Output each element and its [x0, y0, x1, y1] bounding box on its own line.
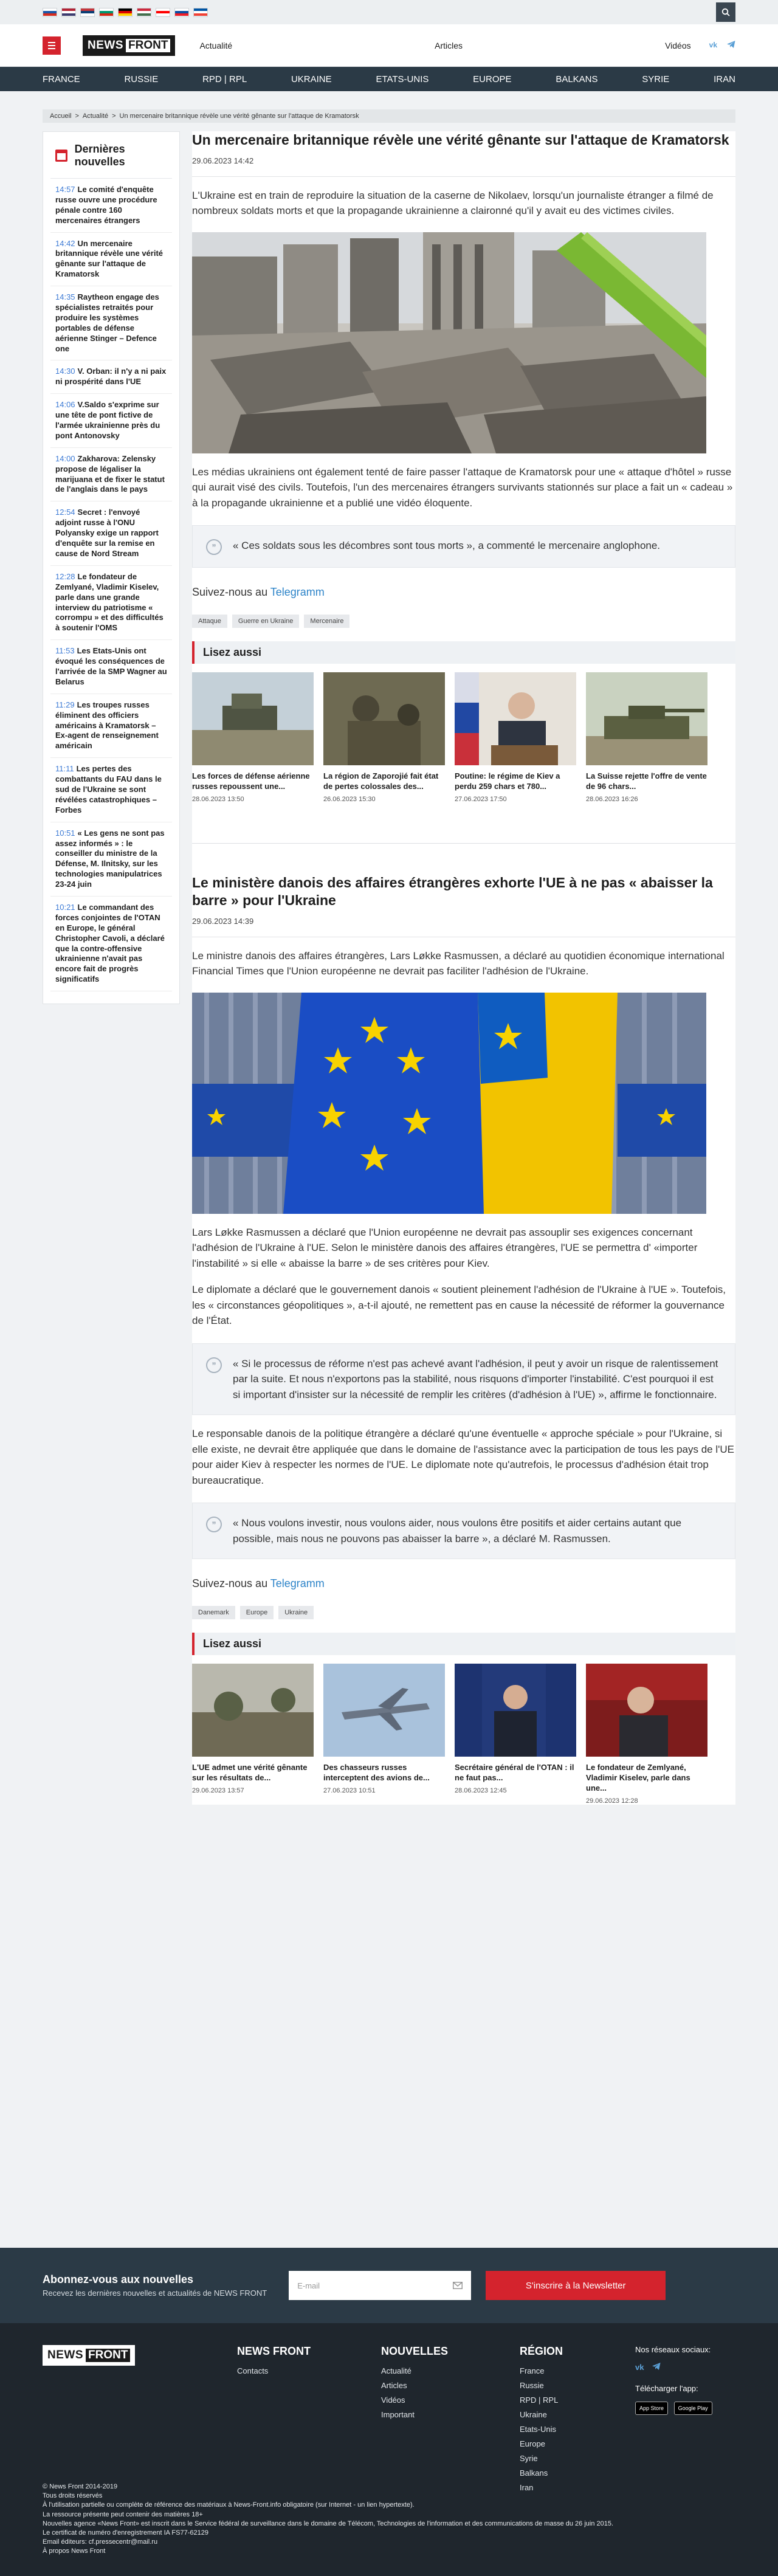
latest-news-sidebar	[43, 131, 180, 1004]
region-nav-item[interactable]: SYRIE	[642, 74, 670, 84]
article-title: Le ministère danois des affaires étrangères exhorte l'UE à ne pas « abaisser la barre » pour l'Ukraine	[192, 875, 713, 908]
news-time: 12:54	[55, 508, 75, 517]
tag[interactable]: Guerre en Ukraine	[232, 615, 300, 628]
breadcrumb-home[interactable]: Accueil	[50, 112, 72, 120]
sidebar-news-item[interactable]	[50, 694, 172, 758]
news-time: 11:53	[55, 646, 75, 656]
related-card-date: 27.06.2023 17:50	[455, 796, 507, 804]
vk-icon[interactable]: vk	[709, 41, 717, 49]
quote-icon: ”	[206, 1357, 222, 1373]
related-card-date: 28.06.2023 16:26	[586, 796, 638, 804]
related-card-image	[192, 672, 314, 765]
news-headline: « Les gens ne sont pas assez informés » : le conseiller du ministre de la Défense, M. Ilnitsky, sur les technologies manipulatrices 23-24 juin	[55, 828, 165, 889]
article-quote	[192, 1503, 735, 1559]
newsletter-section	[0, 2248, 778, 2323]
search-icon	[721, 8, 730, 16]
news-time: 14:00	[55, 453, 75, 463]
sidebar-news-item[interactable]	[50, 501, 172, 565]
footer-link[interactable]: RPD | RPL	[520, 2395, 559, 2405]
header-social	[709, 41, 735, 50]
vk-icon[interactable]: vk	[635, 2363, 644, 2372]
legal-line: À l'utilisation partielle ou complète de référence des matériaux à News-Front.info obligatoire (sur Internet - un lien hypertexte).	[43, 2501, 415, 2509]
article-intro: L'Ukraine est en train de reproduire la situation de la caserne de Nikolaev, lorsqu'un journaliste étranger a filmé de nombreux soldats morts et que la propagande ukrainienne a claironné qu'il y avait eu des victimes civiles.	[192, 189, 714, 217]
related-card-title: Le fondateur de Zemlyané, Vladimir Kiselev, parle dans une...	[586, 1763, 690, 1793]
related-card-image	[586, 672, 707, 765]
language-bar	[0, 0, 778, 24]
nav-articles[interactable]: Articles	[435, 40, 463, 50]
footer-col-region	[520, 2345, 635, 2498]
follow-prefix: Suivez-nous au	[192, 1577, 268, 1590]
related-card-date: 28.06.2023 12:45	[455, 1786, 507, 1794]
article-paragraph: Le diplomate a déclaré que le gouvernement danois « soutient pleinement l'adhésion de l'Ukraine à l'UE ». Toutefois, les « circonstances géopolitiques », a-t-il ajouté, ne remettent pas en cause la nécessité de réformer la gouvernance de l'État.	[192, 1284, 726, 1327]
breadcrumb-separator: >	[75, 112, 79, 120]
footer-link[interactable]: Articles	[381, 2381, 407, 2390]
legal-line[interactable]: À propos News Front	[43, 2547, 106, 2555]
news-headline: Secret : l'envoyé adjoint russe à l'ONU Polyansky exige un rapport d'enquête sur la remise en cause de Nord Stream	[55, 508, 159, 558]
newsletter-subtitle: Recevez les dernières nouvelles et actualités de NEWS FRONT	[43, 2288, 267, 2298]
related-card-date: 28.06.2023 13:50	[192, 796, 244, 804]
related-card[interactable]	[323, 1664, 445, 1805]
news-headline: Les pertes des combattants du FAU dans le sud de l'Ukraine se sont révélées catastrophiques – Forbes	[55, 764, 162, 814]
app-store-badge[interactable]: App Store	[635, 2402, 668, 2415]
news-time: 14:06	[55, 400, 75, 410]
tag[interactable]: Europe	[240, 1606, 274, 1619]
footer-link[interactable]: Syrie	[520, 2454, 538, 2463]
region-nav-item[interactable]: ETATS-UNIS	[376, 74, 429, 84]
news-time: 10:51	[55, 828, 75, 838]
telegram-icon[interactable]	[652, 2363, 661, 2372]
hungary-flag[interactable]	[137, 8, 151, 17]
nav-actualite[interactable]: Actualité	[199, 40, 233, 50]
article-quote	[192, 525, 735, 568]
legal-line: © News Front 2014-2019	[43, 2483, 118, 2490]
footer-col-newsfront	[237, 2345, 381, 2498]
article-tags	[192, 615, 735, 628]
related-card-title: Des chasseurs russes interceptent des avions de...	[323, 1763, 430, 1782]
news-headline: Le comité d'enquête russe ouvre une procédure pénale contre 160 mercenaires étrangers	[55, 185, 157, 225]
newsletter-text	[43, 2273, 267, 2298]
bulgaria-flag[interactable]	[99, 8, 114, 17]
follow-us	[192, 586, 735, 599]
sidebar-news-item[interactable]	[50, 233, 172, 287]
news-time: 12:28	[55, 571, 75, 581]
tag[interactable]: Ukraine	[278, 1606, 314, 1619]
related-card[interactable]	[192, 1664, 314, 1805]
news-headline: Le fondateur de Zemlyané, Vladimir Kiselev, parle dans une grande interview du patriotisme « corrompu » et des difficultés à soutenir l'OMS	[55, 571, 164, 633]
article-date: 29.06.2023 14:39	[192, 917, 735, 937]
tag[interactable]: Attaque	[192, 615, 227, 628]
breadcrumb-current: Un mercenaire britannique révèle une vérité gênante sur l'attaque de Kramatorsk	[119, 112, 359, 120]
news-time: 14:30	[55, 367, 75, 376]
related-card-image	[192, 1664, 314, 1757]
sidebar-header	[50, 138, 172, 179]
related-card[interactable]	[455, 672, 576, 803]
article-tags	[192, 1606, 735, 1619]
legal-line: Le certificat de numéro d'enregistrement IA FS77-62129	[43, 2529, 208, 2536]
footer-link[interactable]: Iran	[520, 2483, 534, 2492]
usa-flag[interactable]	[61, 8, 76, 17]
related-card[interactable]	[586, 672, 707, 803]
news-headline: V. Orban: il n'y a ni paix ni prospérité dans l'UE	[55, 367, 167, 387]
news-headline: V.Saldo s'exprime sur une tête de pont fictive de l'armée ukrainienne près du pont Antonovsky	[55, 400, 160, 440]
header-nav	[199, 41, 690, 50]
telegram-link[interactable]: Telegramm	[270, 586, 325, 599]
related-cards	[192, 672, 735, 803]
tag[interactable]: Mercenaire	[304, 615, 349, 628]
related-card-title: Poutine: le régime de Kiev a perdu 259 chars et 780...	[455, 771, 560, 791]
quote-text: « Si le processus de réforme n'est pas achevé avant l'adhésion, il peut y avoir un risque de ralentissement par la suite. Et nous n'exportons pas la stabilité, nous risquons d'importer l'instabilité. C'est pourquoi il est si important d'insister sur la nécessité de remplir les critères (d'adhésion à l'UE) », affirme le fonctionnaire.	[233, 1357, 718, 1400]
related-heading: Lisez aussi	[192, 641, 735, 664]
related-card-title: La région de Zaporojié fait état de pertes colossales des...	[323, 771, 439, 791]
news-time: 11:29	[55, 700, 75, 709]
sidebar-news-item[interactable]	[50, 758, 172, 822]
news-time: 10:21	[55, 902, 75, 912]
footer-link[interactable]: France	[520, 2366, 545, 2375]
footer-link[interactable]: Important	[381, 2410, 415, 2419]
article-paragraph: Lars Løkke Rasmussen a déclaré que l'Union européenne ne devrait pas assouplir ses exigences concernant l'adhésion de l'Ukraine à l'UE. Selon le ministère danois des affaires étrangères, l'UE se permettra d' «importer l'instabilité » si elle « abaisse la barre » de ses critères pour Kiev.	[192, 1226, 698, 1269]
footer-logo-block	[43, 2345, 237, 2498]
logo-text-news: NEWS	[47, 2349, 83, 2361]
nav-videos[interactable]: Vidéos	[665, 40, 691, 50]
footer-col-title: NEWS FRONT	[237, 2345, 311, 2357]
sidebar-news-list	[50, 179, 172, 991]
newsletter-email-input[interactable]	[289, 2271, 471, 2300]
footer-link[interactable]: Russie	[520, 2381, 544, 2390]
article-paragraph: Le responsable danois de la politique étrangère a déclaré qu'une éventuelle « approche spéciale » pour l'Ukraine, si elle existe, ne devrait être appliquée que dans le domaine de l'assistance avec la participation de tous les pays de l'UE pour aider Kiev à respecter les normes de l'UE. Le diplomate note qu'autrefois, le processus d'adhésion était trop bureaucratique.	[192, 1428, 734, 1486]
footer-legal	[43, 2482, 613, 2556]
breadcrumb	[43, 109, 735, 123]
related-card-image	[455, 672, 576, 765]
email-placeholder: E-mail	[297, 2281, 320, 2290]
newsletter-subscribe-button[interactable]: S'inscrire à la Newsletter	[486, 2271, 666, 2300]
related-card[interactable]	[192, 672, 314, 803]
news-headline: Le commandant des forces conjointes de l'OTAN en Europe, le général Christopher Cavoli, a déclaré que la contre-offensive ukrainienne n'avait pas encore fait de progrès significatifs	[55, 902, 165, 984]
quote-icon: ”	[206, 1517, 222, 1532]
related-card-image	[455, 1664, 576, 1757]
footer-col-nouvelles	[381, 2345, 520, 2498]
footer-link[interactable]: Ukraine	[520, 2410, 547, 2419]
related-card[interactable]	[323, 672, 445, 803]
footer-app-title: Télécharger l'app:	[635, 2384, 698, 2393]
footer-link[interactable]: Etats-Unis	[520, 2425, 556, 2434]
news-time: 11:11	[55, 764, 74, 774]
telegram-icon[interactable]	[727, 41, 735, 50]
news-headline: Raytheon engage des spécialistes retraités pour produire les systèmes portables de défense aérienne Stinger – Defence one	[55, 292, 159, 353]
site-footer	[0, 2323, 778, 2576]
logo-text-news: NEWS	[88, 38, 123, 52]
germany-flag[interactable]	[118, 8, 133, 17]
site-header	[0, 24, 778, 67]
calendar-icon	[55, 150, 67, 162]
region-nav-item[interactable]: FRANCE	[43, 74, 80, 84]
footer-social-title: Nos réseaux sociaux:	[635, 2345, 711, 2354]
quote-icon: ”	[206, 539, 222, 555]
sidebar-news-item[interactable]	[50, 394, 172, 448]
region-nav	[0, 67, 778, 91]
news-time: 14:42	[55, 238, 75, 248]
sidebar-news-item[interactable]	[50, 360, 172, 394]
sidebar-news-item[interactable]	[50, 566, 172, 640]
news-headline: Zakharova: Zelensky propose de légaliser la marijuana et de fixer le statut de l'anglais dans le pays	[55, 453, 165, 494]
article-paragraph: Les médias ukrainiens ont également tenté de faire passer l'attaque de Kramatorsk pour une « attaque d'hôtel » russe qui aurait visé des civils. Toutefois, l'un des mercenaires étrangers survivants stationnés sur place a fait un « cadeau » à la propagande ukrainienne et a publié une vidéo éloquente.	[192, 466, 733, 509]
language-flags	[43, 8, 208, 17]
related-card-image	[323, 1664, 445, 1757]
footer-link[interactable]: Actualité	[381, 2366, 411, 2375]
sidebar-news-item[interactable]	[50, 286, 172, 360]
follow-us	[192, 1577, 735, 1590]
related-cards	[192, 1664, 735, 1805]
france-flag[interactable]	[193, 8, 208, 17]
region-nav-item[interactable]: UKRAINE	[291, 74, 332, 84]
news-time: 14:35	[55, 292, 75, 302]
follow-prefix: Suivez-nous au	[192, 586, 268, 599]
logo-text-front: FRONT	[126, 39, 170, 52]
article-hero-image	[192, 993, 706, 1214]
footer-logo[interactable]	[43, 2345, 135, 2366]
news-time: 14:57	[55, 185, 75, 194]
footer-col-title: RÉGION	[520, 2345, 563, 2357]
telegram-link[interactable]: Telegramm	[270, 1577, 325, 1590]
region-nav-item[interactable]: IRAN	[714, 74, 735, 84]
quote-text: « Nous voulons investir, nous voulons aider, nous voulons être positifs et aider certains autant que possible, mais nous ne pouvons pas abaisser la barre », a déclaré M. Rasmussen.	[233, 1517, 682, 1545]
related-card-title: Secrétaire général de l'OTAN : il ne faut pas...	[455, 1763, 574, 1782]
slovakia-flag[interactable]	[174, 8, 189, 17]
legal-line: Email éditeurs: cf.pressecentr@mail.ru	[43, 2538, 158, 2546]
related-card-date: 26.06.2023 15:30	[323, 796, 376, 804]
newsletter-title: Abonnez-vous aux nouvelles	[43, 2273, 194, 2285]
related-card-title: La Suisse rejette l'offre de vente de 96 chars...	[586, 771, 707, 791]
footer-link[interactable]: Vidéos	[381, 2395, 405, 2405]
article-title: Un mercenaire britannique révèle une vérité gênante sur l'attaque de Kramatorsk	[192, 132, 729, 148]
serbia-flag[interactable]	[80, 8, 95, 17]
legal-line: La ressource présente peut contenir des matières 18+	[43, 2510, 203, 2518]
related-card-date: 29.06.2023 12:28	[586, 1797, 638, 1805]
georgia-flag[interactable]	[156, 8, 170, 17]
article-date: 29.06.2023 14:42	[192, 156, 735, 177]
legal-line: Tous droits réservés	[43, 2492, 103, 2500]
news-headline: Les Etats-Unis ont évoqué les conséquences de l'arrivée de la SMP Wagner au Belarus	[55, 646, 167, 686]
news-headline: Un mercenaire britannique révèle une vérité gênante sur l'attaque de Kramatorsk	[55, 238, 164, 279]
google-play-badge[interactable]: Google Play	[674, 2402, 712, 2415]
footer-link[interactable]: Europe	[520, 2439, 545, 2448]
sidebar-news-item[interactable]	[50, 640, 172, 694]
related-card-title: L'UE admet une vérité gênante sur les résultats de...	[192, 1763, 308, 1782]
related-card[interactable]	[455, 1664, 576, 1805]
logo-text-front: FRONT	[86, 2349, 130, 2362]
region-nav-item[interactable]: RUSSIE	[124, 74, 159, 84]
article-2	[192, 874, 735, 1805]
breadcrumb-actualite[interactable]: Actualité	[82, 112, 109, 120]
legal-line: Nouvelles agence «News Front» est inscrit dans le Service fédéral de surveillance dans le domaine de Télécom, Technologies de l'information et des communications de masse du 26 juin 2015.	[43, 2519, 614, 2527]
region-nav-item[interactable]: RPD | RPL	[202, 74, 247, 84]
article-hero-image	[192, 232, 706, 453]
news-headline: Les troupes russes éliminent des officiers américains à Kramatorsk – Ex-agent de renseignement américain	[55, 700, 159, 751]
sidebar-news-item[interactable]	[50, 822, 172, 897]
related-card-image	[323, 672, 445, 765]
russia-flag[interactable]	[43, 8, 57, 17]
footer-link[interactable]: Balkans	[520, 2468, 548, 2478]
related-card[interactable]	[586, 1664, 707, 1805]
region-nav-item[interactable]: EUROPE	[473, 74, 512, 84]
menu-button[interactable]	[43, 36, 61, 55]
sidebar-title: Dernières nouvelles	[74, 143, 125, 168]
footer-social	[635, 2345, 716, 2498]
article-quote	[192, 1343, 735, 1416]
sidebar-news-item[interactable]	[50, 179, 172, 233]
breadcrumb-separator: >	[112, 112, 116, 120]
tag[interactable]: Danemark	[192, 1606, 235, 1619]
footer-col-title: NOUVELLES	[381, 2345, 449, 2357]
article-separator	[192, 843, 735, 844]
article-1	[192, 131, 735, 803]
search-button[interactable]	[716, 2, 735, 22]
related-card-image	[586, 1664, 707, 1757]
sidebar-news-item[interactable]	[50, 897, 172, 991]
envelope-icon	[453, 2282, 463, 2289]
sidebar-news-item[interactable]	[50, 448, 172, 502]
related-heading: Lisez aussi	[192, 1633, 735, 1655]
related-card-date: 29.06.2023 13:57	[192, 1786, 244, 1794]
region-nav-item[interactable]: BALKANS	[556, 74, 598, 84]
article-intro: Le ministre danois des affaires étrangères, Lars Løkke Rasmussen, a déclaré au quotidien économique international Financial Times que l'Union européenne ne devrait pas faciliter l'adhésion de l'Ukraine.	[192, 949, 725, 977]
related-card-title: Les forces de défense aérienne russes repoussent une...	[192, 771, 310, 791]
main-content	[192, 131, 735, 1805]
footer-link-contacts[interactable]: Contacts	[237, 2366, 269, 2375]
site-logo[interactable]	[83, 35, 175, 56]
related-card-date: 27.06.2023 10:51	[323, 1786, 376, 1794]
quote-text: « Ces soldats sous les décombres sont tous morts », a commenté le mercenaire anglophone.	[233, 540, 661, 552]
